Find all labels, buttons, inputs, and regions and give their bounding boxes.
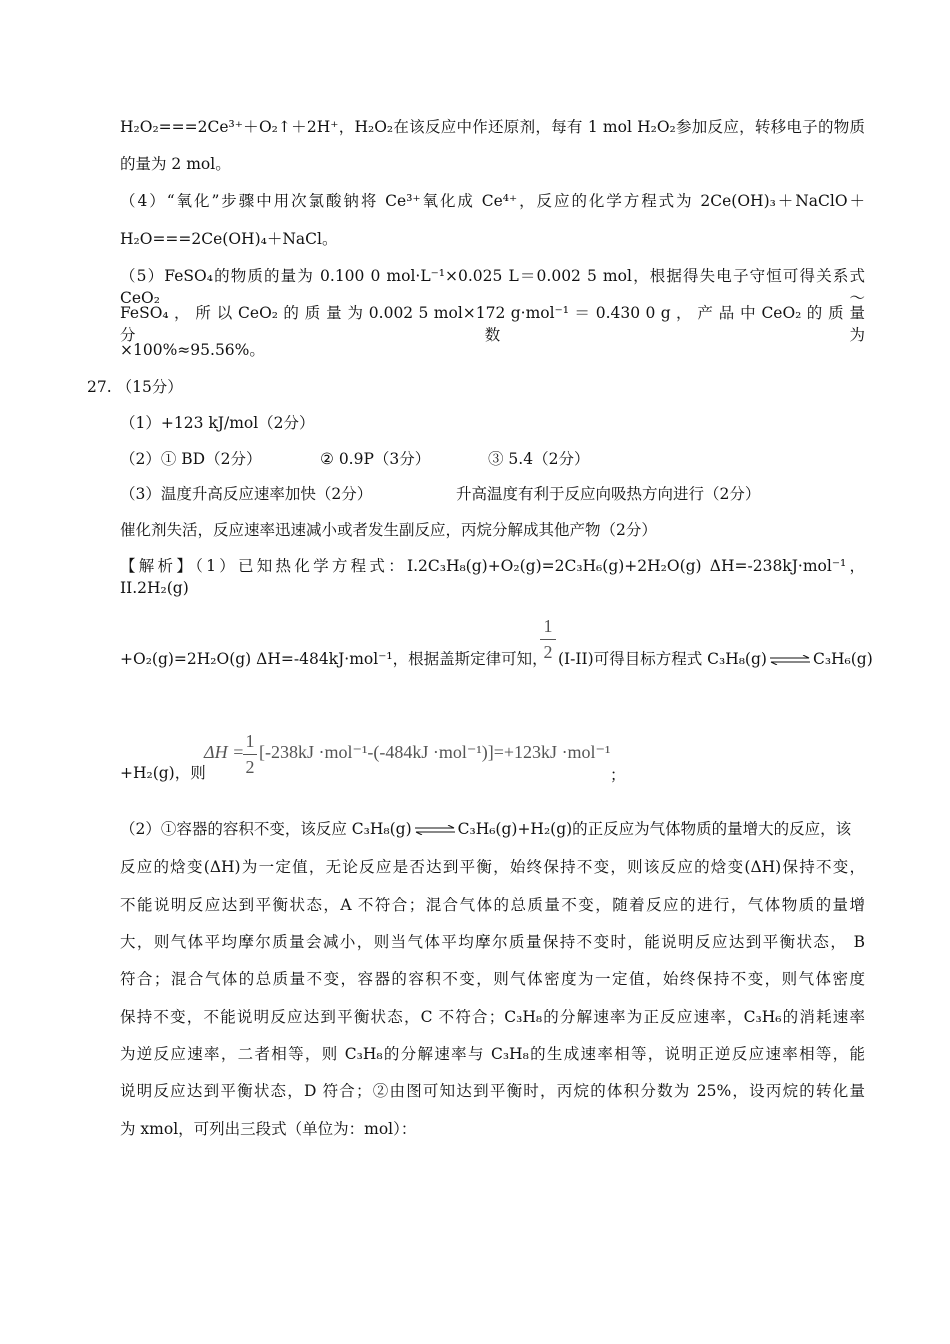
equilibrium-arrow-icon [414, 825, 456, 835]
fraction-1-bar [540, 639, 556, 640]
delta-h-equation [204, 742, 244, 763]
part2-line-1b: C₃H₆(g)+H₂(g)的正反应为气体物质的量增大的反应，该 [457, 820, 852, 838]
part2-line-1a: （2）①容器的容积不变，该反应 C₃H₈(g) [120, 820, 412, 838]
answer-3-1: （3）温度升高反应速率加快（2分） [120, 485, 373, 503]
para-5-line-1: （5）FeSO₄的物质的量为 0.100 0 mol·L⁻¹×0.025 L＝0.002 5 mol，根据得失电子守恒可得关系式 CeO₂～ [120, 267, 865, 307]
part2-line-8: 说明反应达到平衡状态，D 符合；②由图可知达到平衡时，丙烷的体积分数为 25%，设丙烷的转化量 [120, 1082, 865, 1100]
answer-2-2: ② 0.9P（3分） [320, 450, 431, 468]
para-4-line-1: （4）“氧化”步骤中用次氯酸钠将 Ce³⁺氧化成 Ce⁴⁺，反应的化学方程式为 2Ce(OH)₃＋NaClO＋ [120, 192, 865, 210]
fraction-2-bar [243, 754, 257, 755]
fraction-2-numerator: 1 [245, 731, 255, 751]
answer-3-2: 升高温度有利于反应向吸热方向进行（2分） [456, 485, 761, 503]
delta-h-body: [-238kJ ·mol⁻¹-(-484kJ ·mol⁻¹)]=+123kJ ·mol⁻¹ [259, 742, 611, 762]
para-a-line-1: H₂O₂===2Ce³⁺＋O₂↑＋2H⁺，H₂O₂在该反应中作还原剂，每有 1 mol H₂O₂参加反应，转移电子的物质 [120, 118, 865, 136]
answer-1: （1）+123 kJ/mol（2分） [120, 414, 315, 432]
fraction-2-denominator: 2 [245, 757, 255, 777]
answer-3-3: 催化剂失活，反应速率迅速减小或者发生副反应，丙烷分解成其他产物（2分） [120, 521, 657, 539]
part2-line-1 [120, 818, 851, 840]
para-5-line-3: ×100%≈95.56%。 [120, 341, 265, 359]
fraction-1-numerator: 1 [543, 616, 553, 636]
question-27-header: 27. （15分） [87, 378, 183, 396]
part2-line-6: 保持不变，不能说明反应达到平衡状态，C 不符合；C₃H₈的分解速率为正反应速率，C₃H₆的消耗速率 [120, 1008, 865, 1026]
para-5-line-2: FeSO₄ ， 所 以 CeO₂ 的 质 量 为 0.002 5 mol×172 g·mol⁻¹ ＝ 0.430 0 g ， 产 品 中 CeO₂ 的 质 量 分 数 为 [120, 304, 865, 344]
para-4-line-2: H₂O===2Ce(OH)₄＋NaCl。 [120, 230, 338, 248]
fraction-1-denominator: 2 [543, 642, 553, 662]
analysis-line-3a: +H₂(g)，则 [120, 764, 206, 782]
analysis-line-2b-text: (I-II)可得目标方程式 C₃H₈(g) [558, 650, 767, 668]
equilibrium-arrow-icon [769, 655, 811, 665]
analysis-line-2a: +O₂(g)=2H₂O(g) ΔH=-484kJ·mol⁻¹，根据盖斯定律可知， [120, 650, 548, 668]
delta-h-prefix: ΔH = [204, 742, 245, 762]
analysis-line-2b [558, 648, 873, 670]
fraction-half-2 [243, 731, 257, 778]
part2-line-4: 大，则气体平均摩尔质量会减小，则当气体平均摩尔质量保持不变时，能说明反应达到平衡状态， B [120, 933, 865, 951]
part2-line-5: 符合；混合气体的总质量不变，容器的容积不变，则气体密度为一定值，始终保持不变，则气体密度 [120, 970, 865, 988]
part2-line-7: 为逆反应速率，二者相等，则 C₃H₈的分解速率与 C₃H₈的生成速率相等，说明正逆反应速率相等，能 [120, 1045, 865, 1063]
analysis-line-1: 【解析】（1）已知热化学方程式：I.2C₃H₈(g)+O₂(g)=2C₃H₆(g)+2H₂O(g) ΔH=-238kJ·mol⁻¹， II.2H₂(g) [120, 557, 865, 597]
analysis-line-3-end: ； [610, 766, 626, 784]
fraction-half-1 [540, 616, 556, 663]
part2-line-9: 为 xmol，可列出三段式（单位为：mol）： [120, 1120, 417, 1138]
part2-line-3: 不能说明反应达到平衡状态，A 不符合；混合气体的总质量不变，随着反应的进行，气体物质的量增 [120, 896, 865, 914]
part2-line-2: 反应的焓变(ΔH)为一定值，无论反应是否达到平衡，始终保持不变，则该反应的焓变(ΔH)保持不变， [120, 858, 865, 876]
answer-2-1: （2）① BD（2分） [120, 450, 262, 468]
para-a-line-2: 的量为 2 mol。 [120, 155, 231, 173]
answer-2-3: ③ 5.4（2分） [488, 450, 590, 468]
analysis-line-2c-text: C₃H₆(g) [812, 650, 873, 668]
